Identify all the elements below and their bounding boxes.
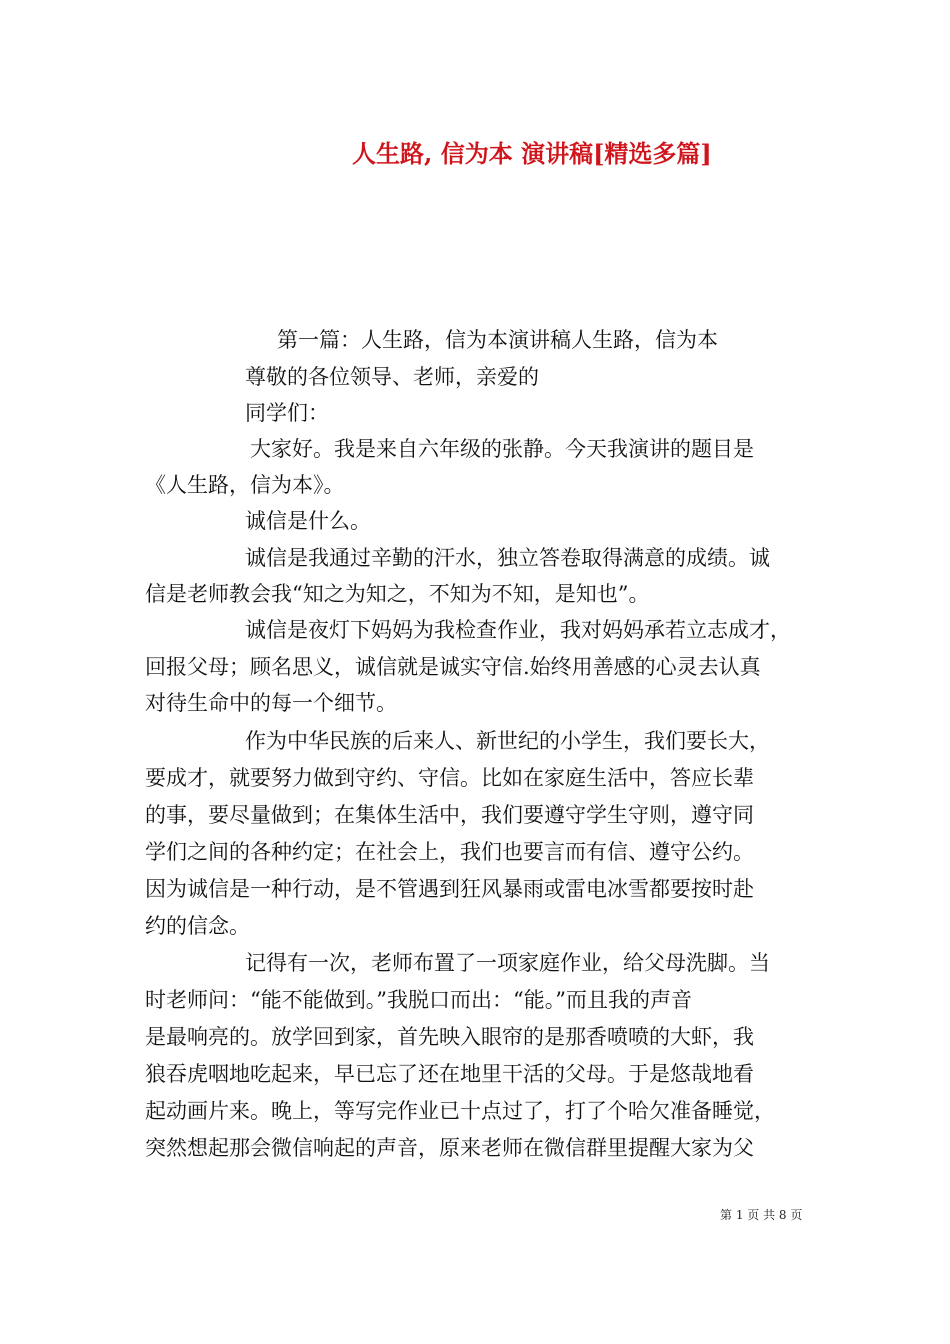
body-line: 《人生路，信为本》。 <box>145 473 345 497</box>
body-line: 诚信是什么。 <box>245 509 371 533</box>
body-line: 因为诚信是一种行动，是不管遇到狂风暴雨或雷电冰雪都要按时赴 <box>145 877 754 901</box>
body-line: 诚信是夜灯下妈妈为我检查作业，我对妈妈承若立志成才， <box>245 618 791 642</box>
body-line: 学们之间的各种约定；在社会上，我们也要言而有信、遵守公约。 <box>145 840 754 864</box>
body-line: 时老师问：“能不能做到。”我脱口而出：“能。”而且我的声音 <box>145 988 692 1012</box>
body-line: 作为中华民族的后来人、新世纪的小学生，我们要长大， <box>245 729 770 753</box>
body-line: 尊敬的各位领导、老师，亲爱的 <box>245 365 539 389</box>
body-line: 对待生命中的每一个细节。 <box>145 691 397 715</box>
body-line: 记得有一次，老师布置了一项家庭作业，给父母洗脚。当 <box>245 951 770 975</box>
body-line: 诚信是我通过辛勤的汗水，独立答卷取得满意的成绩。诚 <box>245 546 770 570</box>
body-line: 约的信念。 <box>145 914 250 938</box>
body-line: 回报父母；顾名思义，诚信就是诚实守信.始终用善感的心灵去认真 <box>145 655 761 679</box>
body-line: 起动画片来。晚上，等写完作业已十点过了，打了个哈欠准备睡觉， <box>145 1099 775 1123</box>
body-line: 要成才，就要努力做到守约、守信。比如在家庭生活中，答应长辈 <box>145 766 754 790</box>
body-line: 狼吞虎咽地吃起来，早已忘了还在地里干活的父母。于是悠哉地看 <box>145 1062 754 1086</box>
body-line: 信是老师教会我“知之为知之，不知为不知，是知也”。 <box>145 582 650 606</box>
body-line: 是最响亮的。放学回到家，首先映入眼帘的是那香喷喷的大虾，我 <box>145 1025 754 1049</box>
body-line: 同学们： <box>245 401 329 425</box>
document-title: 人生路, 信为本 演讲稿[精选多篇] <box>352 139 712 168</box>
body-line: 大家好。我是来自六年级的张静。今天我演讲的题目是 <box>250 437 754 461</box>
body-line: 的事，要尽量做到；在集体生活中，我们要遵守学生守则，遵守同 <box>145 803 754 827</box>
body-line: 突然想起那会微信响起的声音，原来老师在微信群里提醒大家为父 <box>145 1136 754 1160</box>
body-line: 第一篇：人生路，信为本演讲稿人生路，信为本 <box>277 328 718 352</box>
page-number: 第 1 页 共 8 页 <box>720 1208 803 1222</box>
